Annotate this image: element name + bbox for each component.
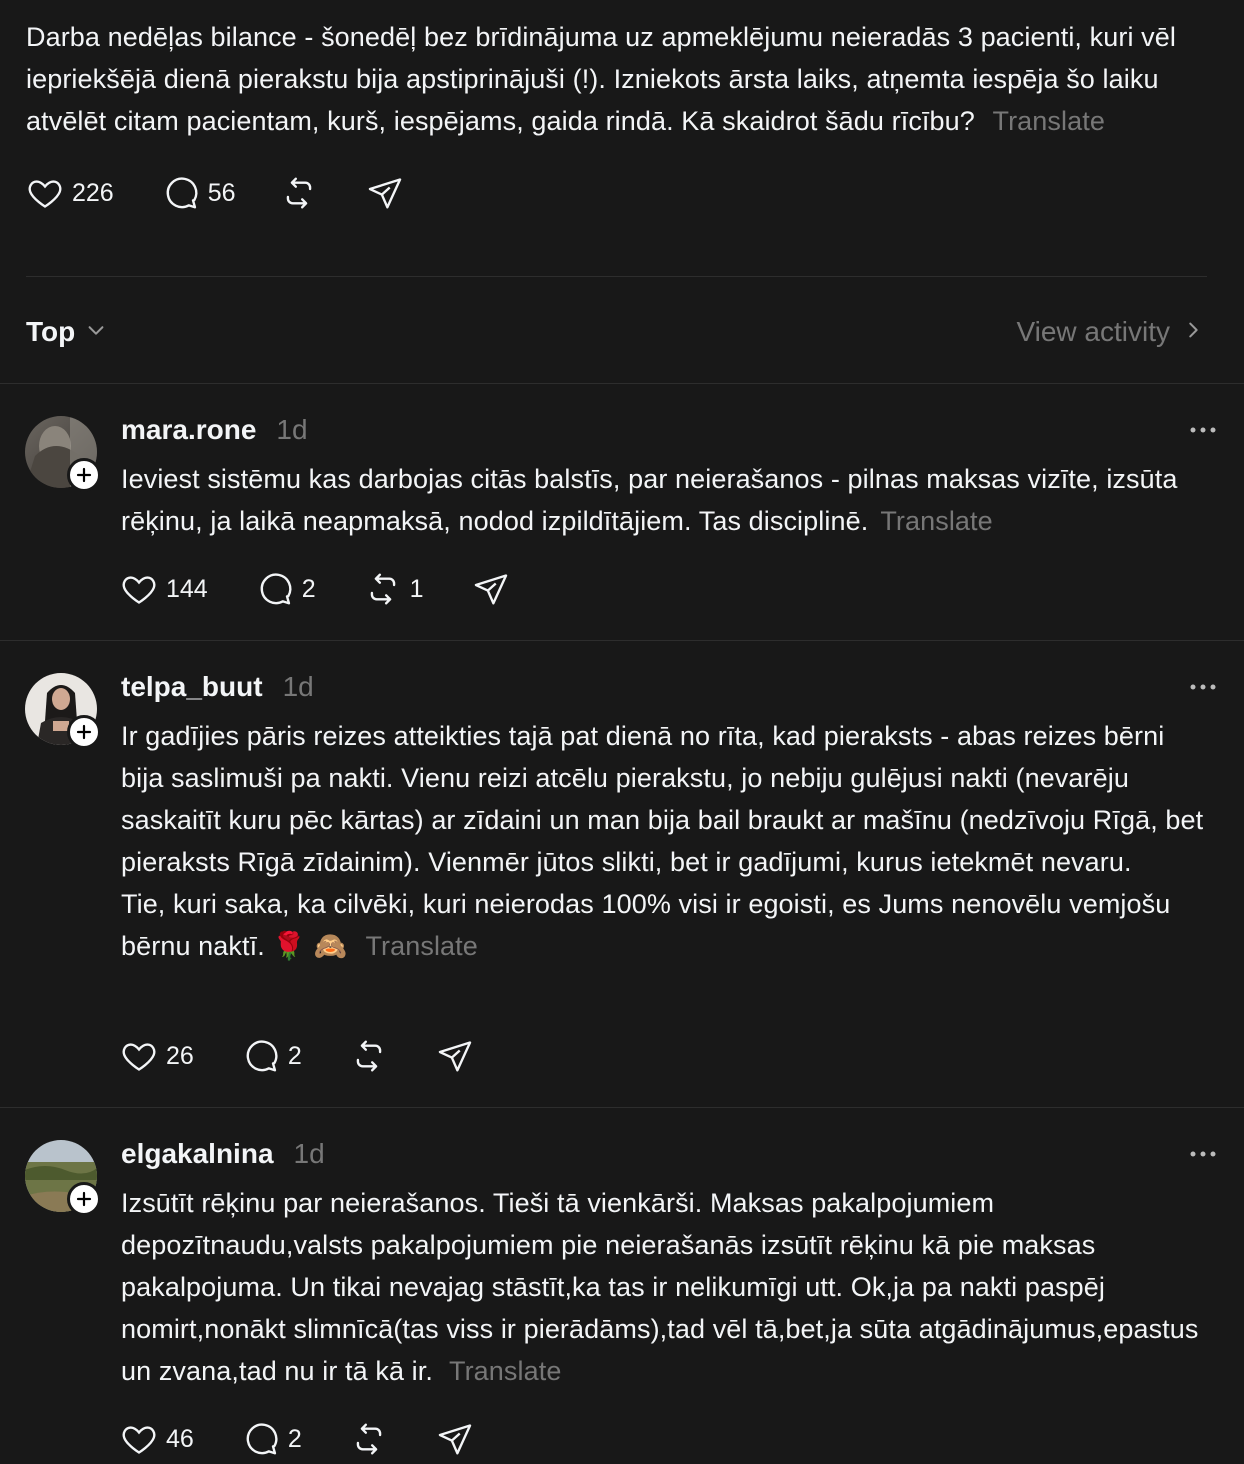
- reply-button[interactable]: [162, 174, 236, 212]
- comment-count: 2: [287, 1041, 302, 1070]
- share-button[interactable]: [472, 570, 510, 608]
- more-options-button[interactable]: [1188, 420, 1218, 440]
- repost-button[interactable]: [364, 570, 424, 608]
- reply-button[interactable]: [242, 1420, 302, 1458]
- translate-link[interactable]: Translate: [880, 506, 993, 536]
- more-horizontal-icon: [1188, 1151, 1218, 1168]
- repost-icon: [364, 570, 402, 608]
- reply-actions: [120, 564, 510, 614]
- reply-paragraph: Ir gadījies pāris reizes atteikties tajā pat dienā no rīta, kad pieraksts - abas reizes bērni bija saslimuši pa nakti. Vienu reizi atcēlu pierakstu, jo nebiju gulējusi nakti (nevarēju saskaitīt kuru pēc kārtas) ar zīdaini un man bija bail braukt ar mašīnu (nedzīvoju Rīgā, bet pieraksts Rīgā zīdainim). Vienmēr jūtos slikti, bet ir gadījumi, kurus ietekmēt nevaru.: [121, 721, 1204, 877]
- reply-item: [0, 384, 1244, 640]
- follow-plus-icon[interactable]: [67, 458, 101, 492]
- like-count: 144: [166, 574, 208, 603]
- heart-icon: [26, 174, 64, 212]
- like-button[interactable]: [120, 570, 208, 608]
- repost-count: 1: [409, 574, 424, 603]
- sort-bar: [26, 308, 1204, 356]
- share-button[interactable]: [436, 1420, 474, 1458]
- repost-button[interactable]: [350, 1420, 388, 1458]
- comment-bubble-icon: [242, 1037, 280, 1075]
- comment-count: 2: [301, 574, 316, 603]
- timestamp: 1d: [276, 414, 308, 445]
- reply-actions: [120, 1414, 474, 1464]
- more-horizontal-icon: [1188, 684, 1218, 701]
- send-icon: [472, 570, 510, 608]
- repost-button[interactable]: [280, 174, 318, 212]
- follow-plus-icon[interactable]: [67, 715, 101, 749]
- like-count: 26: [166, 1041, 194, 1070]
- username[interactable]: mara.rone: [121, 414, 257, 445]
- reply-item: [0, 1108, 1244, 1455]
- reply-actions: [120, 1031, 474, 1081]
- chevron-down-icon: [75, 316, 107, 348]
- reply-header: [121, 1138, 325, 1170]
- more-options-button[interactable]: [1188, 677, 1218, 697]
- more-horizontal-icon: [1188, 427, 1218, 444]
- translate-link[interactable]: Translate: [365, 931, 478, 961]
- reply-button[interactable]: [256, 570, 316, 608]
- more-options-button[interactable]: [1188, 1144, 1218, 1164]
- comment-bubble-icon: [256, 570, 294, 608]
- sort-label: Top: [26, 316, 76, 347]
- translate-link[interactable]: Translate: [992, 106, 1105, 136]
- translate-link[interactable]: Translate: [448, 1356, 562, 1386]
- send-icon: [366, 174, 404, 212]
- view-activity-label: View activity: [1016, 316, 1170, 347]
- divider: [26, 276, 1207, 277]
- like-count: 226: [72, 178, 114, 207]
- share-button[interactable]: [436, 1037, 474, 1075]
- like-count: 46: [166, 1424, 194, 1453]
- reply-text: Izsūtīt rēķinu par neierašanos. Tieši tā vienkārši. Maksas pakalpojumiem depozītnaudu,valsts pakalpojumiem pie neierašanās izsūtīt rēķinu kā pie maksas pakalpojuma. Un tikai nevajag stāstīt,ka tas ir nelikumīgi utt. Ok,ja pa nakti paspēj nomirt,nonākt slimnīcā(tas viss ir pierādāms),tad vēl tā,bet,ja sūta atgādinājumus,epastus un zvana,tad nu ir tā kā ir. Translate: [121, 1188, 1199, 1386]
- reply-count: 56: [207, 178, 236, 207]
- avatar[interactable]: [25, 1140, 97, 1212]
- share-button[interactable]: [366, 174, 404, 212]
- timestamp: 1d: [293, 1138, 325, 1169]
- avatar[interactable]: [25, 416, 97, 488]
- reply-text: Ieviest sistēmu kas darbojas citās balstīs, par neierašanos - pilnas maksas vizīte, izsūta rēķinu, ja laikā neapmaksā, nodod izpildītājiem. Tas disciplinē. Translate: [121, 464, 1178, 536]
- send-icon: [436, 1420, 474, 1458]
- reply-paragraph: Tie, kuri saka, ka cilvēki, kuri neierodas 100% visi ir egoisti, es Jums nenovēlu vemjošu bērnu naktī. 🌹 🙈 Translate: [121, 889, 1171, 961]
- avatar[interactable]: [25, 673, 97, 745]
- chevron-right-icon: [1170, 316, 1204, 348]
- main-post-actions: [26, 168, 1206, 218]
- timestamp: 1d: [282, 671, 314, 702]
- comment-bubble-icon: [242, 1420, 280, 1458]
- comment-count: 2: [287, 1424, 302, 1453]
- repost-button[interactable]: [350, 1037, 388, 1075]
- like-button[interactable]: [120, 1037, 194, 1075]
- view-activity-link[interactable]: [1016, 316, 1204, 348]
- like-button[interactable]: [26, 174, 114, 212]
- reply-item: [0, 641, 1244, 1107]
- heart-icon: [120, 570, 158, 608]
- main-post-text: Darba nedēļas bilance - šonedēļ bez brīdinājuma uz apmeklējumu neieradās 3 pacienti, kuri vēl iepriekšējā dienā pierakstu bija apstiprinājuši (!). Izniekots ārsta laiks, atņemta iespēja šo laiku atvēlēt citam pacientam, kurš, iespējams, gaida rindā. Kā skaidrot šādu rīcību? Translate: [26, 22, 1176, 136]
- reply-text: [121, 715, 1211, 967]
- reply-button[interactable]: [242, 1037, 302, 1075]
- repost-icon: [350, 1037, 388, 1075]
- reply-header: [121, 671, 314, 703]
- main-post: [26, 16, 1206, 218]
- repost-icon: [280, 174, 318, 212]
- repost-icon: [350, 1420, 388, 1458]
- username[interactable]: elgakalnina: [121, 1138, 274, 1169]
- reply-header: [121, 414, 308, 446]
- comment-bubble-icon: [162, 174, 200, 212]
- heart-icon: [120, 1037, 158, 1075]
- follow-plus-icon[interactable]: [67, 1182, 101, 1216]
- heart-icon: [120, 1420, 158, 1458]
- sort-dropdown[interactable]: [26, 316, 107, 348]
- send-icon: [436, 1037, 474, 1075]
- username[interactable]: telpa_buut: [121, 671, 263, 702]
- like-button[interactable]: [120, 1420, 194, 1458]
